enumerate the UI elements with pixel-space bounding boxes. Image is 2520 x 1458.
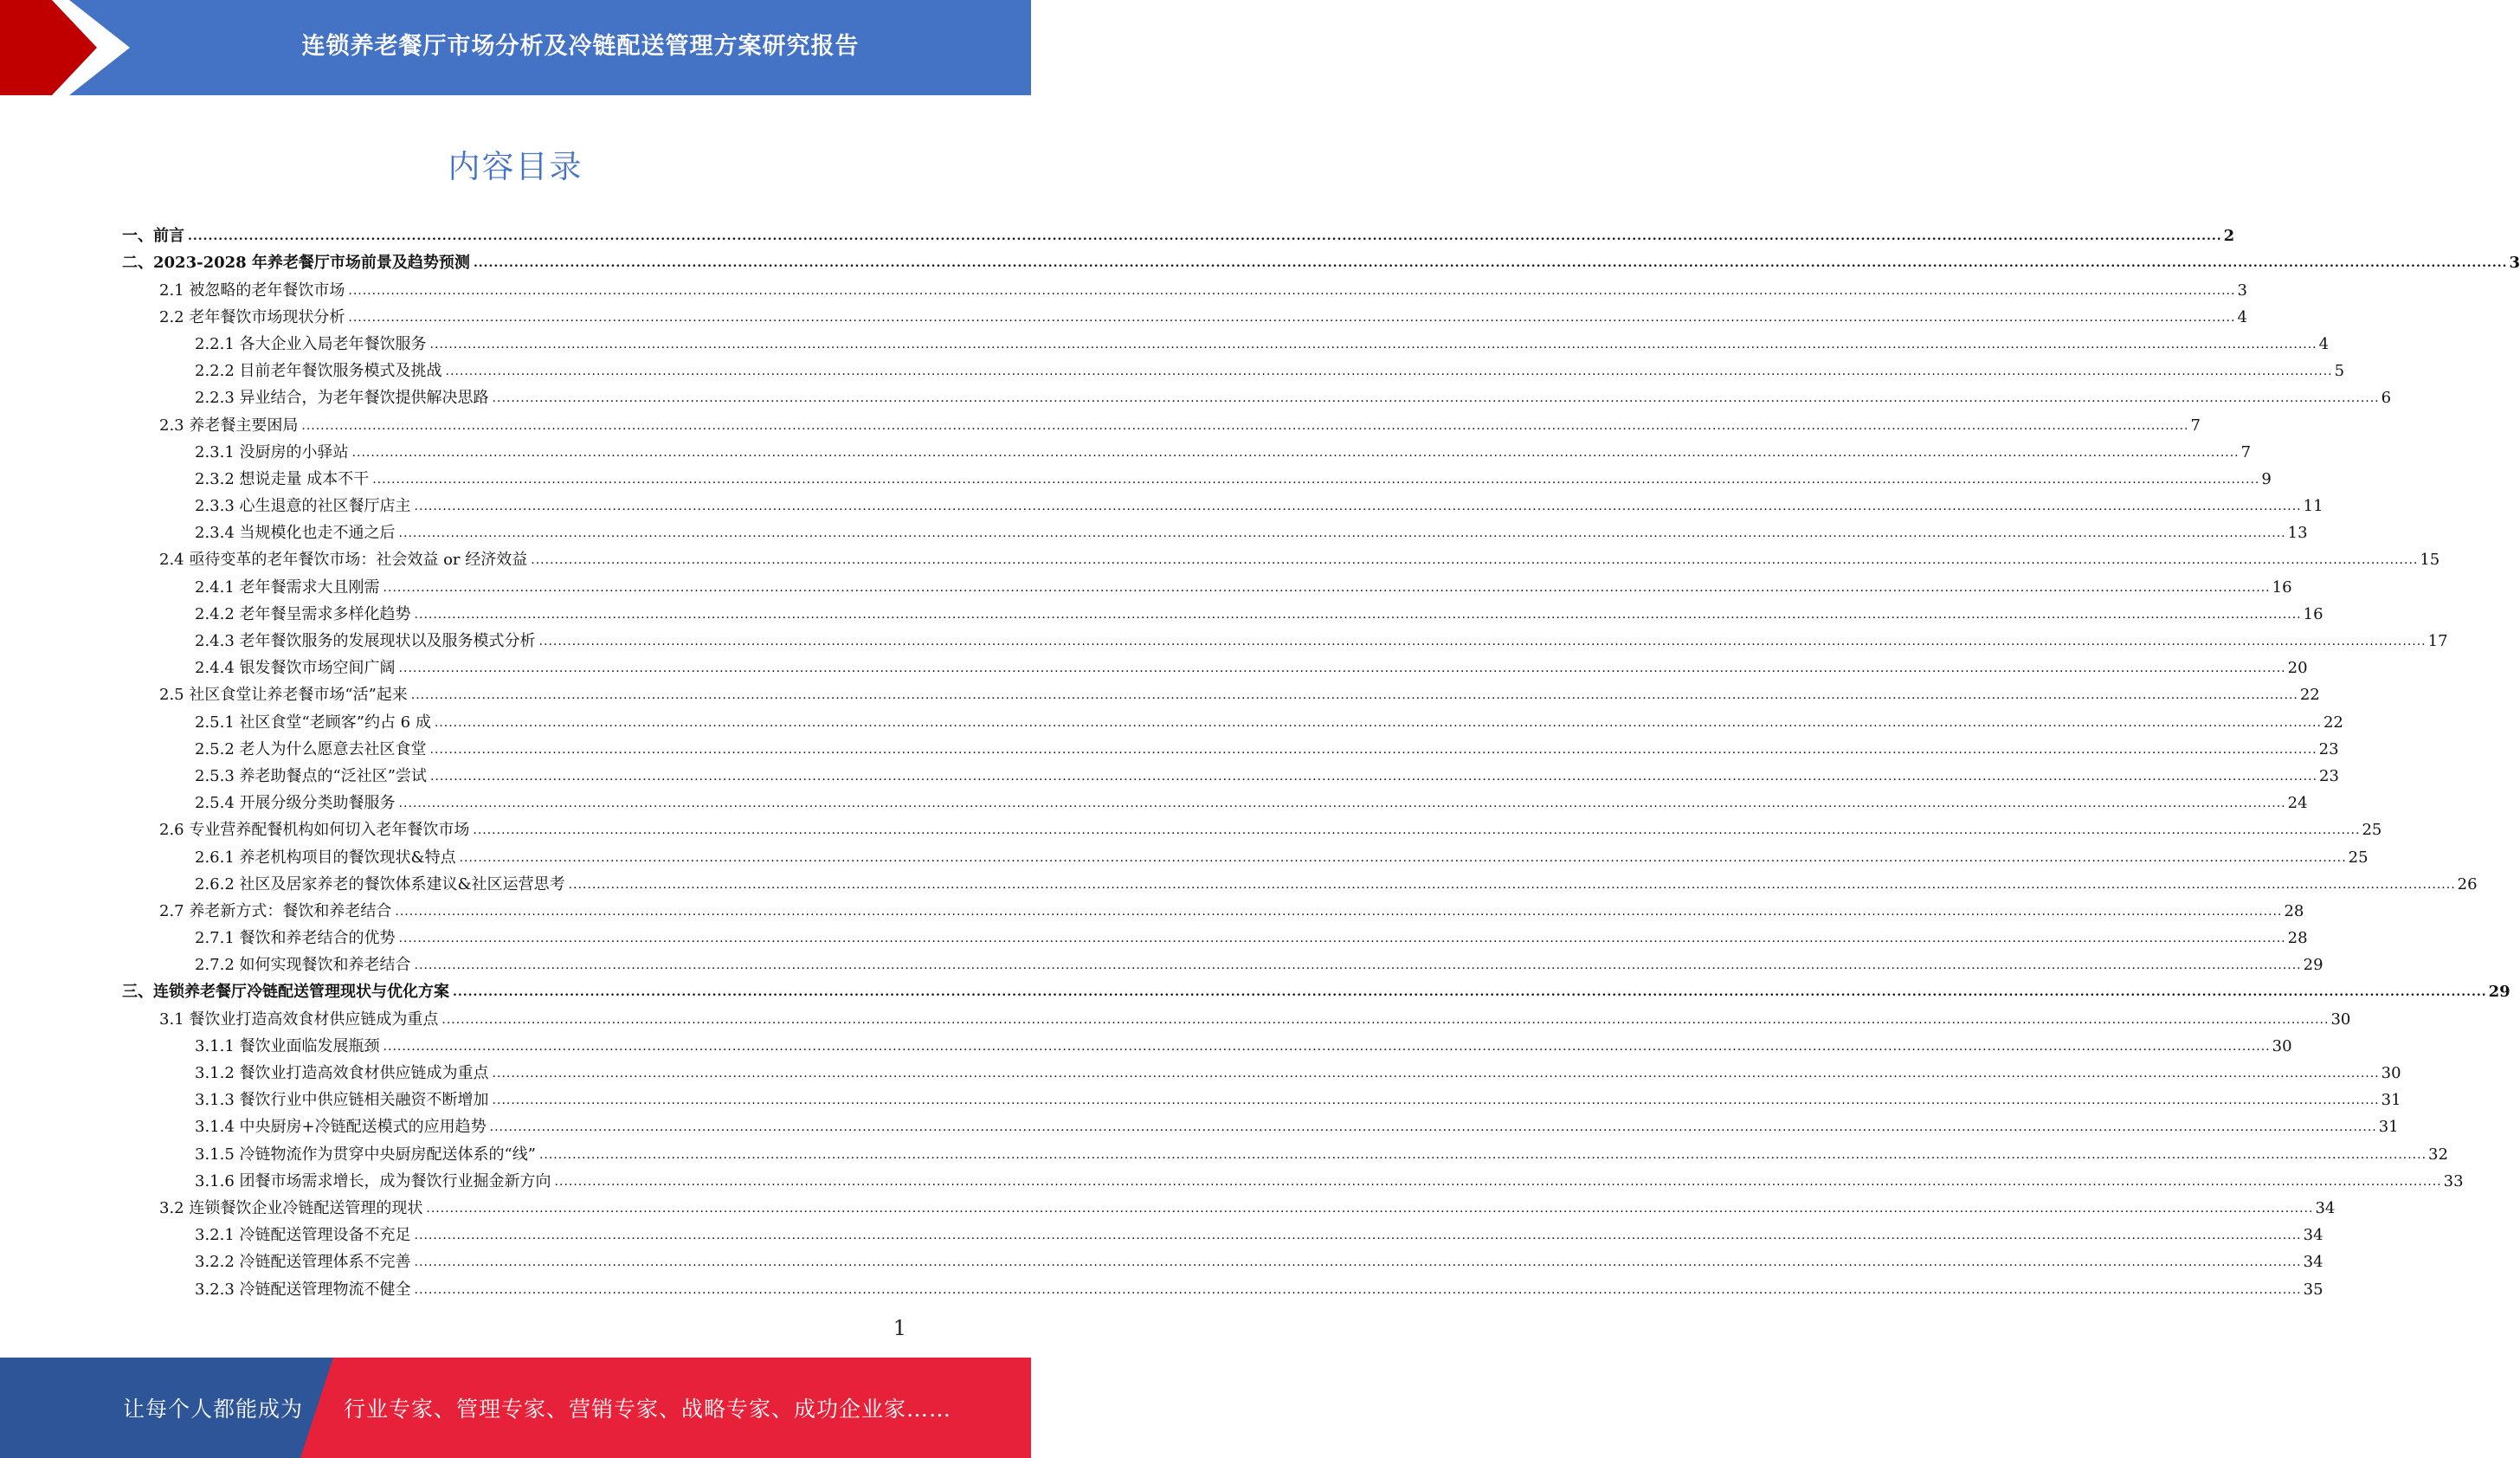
toc-entry[interactable] — [122, 219, 2235, 246]
toc-entry-label: 老年餐饮服务的发展现状以及服务模式分析 — [239, 632, 536, 650]
toc-entry-label: 养老新方式：餐饮和养老结合 — [189, 901, 392, 920]
toc-entry-number: 2.4.1 — [195, 577, 235, 597]
toc-entry-number: 三、 — [122, 983, 153, 1002]
toc-entry[interactable] — [122, 678, 2320, 705]
toc-entry-number: 2.4.3 — [195, 632, 235, 650]
toc-entry[interactable] — [122, 1218, 2323, 1245]
toc-entry-page: 30 — [2330, 1010, 2351, 1029]
toc-entry-number: 2.2 — [159, 307, 184, 326]
toc-entry-number: 2.5.3 — [195, 766, 235, 785]
toc-entry-page: 29 — [2303, 956, 2323, 975]
toc-entry[interactable] — [122, 1272, 2323, 1299]
toc-entry-page: 4 — [2318, 334, 2330, 353]
toc-dot-leader: ................................................................................................................................................................................................................................................................................................................................................................................................................ — [492, 391, 2380, 406]
toc-entry[interactable] — [122, 624, 2448, 651]
toc-entry-label: 餐饮行业中供应链相关融资不断增加 — [239, 1091, 489, 1110]
toc-entry-page: 33 — [2443, 1171, 2464, 1190]
toc-dot-leader: ................................................................................................................................................................................................................................................................................................................................................................................................................ — [459, 850, 2347, 865]
toc-entry[interactable] — [122, 1164, 2464, 1191]
toc-entry-label: 冷链配送管理体系不完善 — [239, 1253, 411, 1272]
toc-entry-page: 7 — [2190, 416, 2201, 435]
toc-entry-label: 前言 — [153, 227, 184, 246]
toc-entry[interactable] — [122, 381, 2392, 408]
report-footer — [0, 1358, 1031, 1458]
toc-entry-page: 34 — [2303, 1253, 2323, 1272]
toc-entry-number: 2.4 — [159, 551, 184, 570]
toc-dot-leader: ................................................................................................................................................................................................................................................................................................................................................................................................................ — [429, 769, 2318, 784]
toc-entry-page: 22 — [2299, 686, 2320, 705]
toc-entry-label: 养老机构项目的餐饮现状&特点 — [239, 848, 456, 867]
toc-entry-number: 3.2.3 — [195, 1280, 235, 1299]
toc-entry-page: 5 — [2334, 362, 2345, 381]
toc-dot-leader: ................................................................................................................................................................................................................................................................................................................................................................................................................ — [414, 607, 2302, 622]
toc-entry-number: 2.5.2 — [195, 739, 235, 758]
toc-entry-page: 3 — [2237, 281, 2247, 300]
toc-entry-number: 2.6.1 — [195, 848, 235, 867]
toc-entry-label: 冷链配送管理设备不充足 — [239, 1226, 411, 1245]
toc-entry-page: 34 — [2303, 1226, 2323, 1245]
toc-entry[interactable] — [122, 732, 2339, 759]
toc-dot-leader: ................................................................................................................................................................................................................................................................................................................................................................................................................ — [348, 283, 2236, 298]
toc-entry-label: 养老餐主要困局 — [189, 416, 299, 435]
toc-entry-page: 31 — [2378, 1118, 2399, 1137]
toc-entry-label: 社区食堂“老顾客”约占 6 成 — [239, 713, 431, 732]
toc-entry-number: 2.3.1 — [195, 442, 235, 461]
footer-slogan-left: 让每个人都能成为 — [123, 1397, 304, 1422]
page-number: 1 — [893, 1316, 906, 1340]
toc-entry-page: 13 — [2287, 524, 2308, 543]
toc-dot-leader: ................................................................................................................................................................................................................................................................................................................................................................................................................ — [568, 877, 2456, 892]
toc-entry-page: 31 — [2381, 1091, 2401, 1110]
toc-entry-page: 7 — [2240, 442, 2252, 461]
toc-entry-page: 11 — [2303, 497, 2323, 516]
toc-entry-label: 开展分级分类助餐服务 — [239, 794, 396, 813]
toc-entry[interactable] — [122, 1137, 2448, 1164]
toc-entry-number: 3.2 — [159, 1198, 184, 1217]
toc-entry-page: 4 — [2237, 307, 2247, 326]
header-title: 连锁养老餐厅市场分析及冷链配送管理方案研究报告 — [301, 32, 860, 60]
toc-dot-leader: ................................................................................................................................................................................................................................................................................................................................................................................................................ — [538, 635, 2427, 648]
toc-entry-label: 亟待变革的老年餐饮市场：社会效益 or 经济效益 — [189, 551, 528, 570]
toc-dot-leader: ................................................................................................................................................................................................................................................................................................................................................................................................................ — [531, 553, 2419, 568]
toc-entry-number: 3.1.1 — [195, 1036, 235, 1055]
toc-dot-leader: ................................................................................................................................................................................................................................................................................................................................................................................................................ — [301, 418, 2189, 433]
toc-dot-leader: ................................................................................................................................................................................................................................................................................................................................................................................................................ — [429, 337, 2317, 352]
toc-entry-number: 2.4.4 — [195, 659, 235, 678]
toc-entry-number: 3.2.2 — [195, 1253, 235, 1272]
toc-entry[interactable] — [122, 921, 2308, 948]
toc-entry[interactable] — [122, 543, 2440, 570]
toc-entry-page: 20 — [2287, 659, 2308, 678]
toc-entry-number: 2.5.4 — [195, 794, 235, 813]
toc-dot-leader: ................................................................................................................................................................................................................................................................................................................................................................................................................ — [489, 1120, 2377, 1135]
toc-entry-page: 32 — [2428, 1145, 2448, 1164]
toc-entry-label: 团餐市场需求增长，成为餐饮行业掘金新方向 — [239, 1171, 551, 1190]
toc-dot-leader: ................................................................................................................................................................................................................................................................................................................................................................................................................ — [398, 526, 2286, 541]
toc-dot-leader: ................................................................................................................................................................................................................................................................................................................................................................................................................ — [383, 1039, 2271, 1054]
toc-entry-number: 3.1.2 — [195, 1064, 235, 1082]
toc-entry-label: 老人为什么愿意去社区食堂 — [239, 739, 427, 758]
toc-entry-number: 2.3.3 — [195, 497, 235, 516]
toc-entry-label: 养老助餐点的“泛社区”尝试 — [239, 766, 427, 785]
toc-entry-label: 银发餐饮市场空间广阔 — [239, 659, 396, 678]
toc-dot-leader: ................................................................................................................................................................................................................................................................................................................................................................................................................ — [410, 688, 2298, 703]
toc-entry-page: 22 — [2323, 713, 2343, 732]
toc-entry-page: 25 — [2362, 821, 2382, 840]
toc-entry-page: 28 — [2284, 901, 2304, 920]
toc-entry[interactable] — [122, 435, 2252, 462]
toc-entry-page: 28 — [2287, 929, 2308, 948]
toc-entry-label: 社区及居家养老的餐饮体系建议&社区运营思考 — [239, 874, 565, 894]
toc-entry-number: 2.3.2 — [195, 469, 235, 488]
toc-entry-number: 3.1 — [159, 1010, 184, 1029]
toc-entry-number: 2.2.2 — [195, 362, 235, 381]
toc-entry-number: 2.4.2 — [195, 604, 235, 623]
toc-dot-leader: ................................................................................................................................................................................................................................................................................................................................................................................................................ — [188, 229, 2222, 244]
toc-entry-label: 异业结合，为老年餐饮提供解决思路 — [239, 389, 489, 408]
toc-dot-leader: ................................................................................................................................................................................................................................................................................................................................................................................................................ — [383, 580, 2271, 595]
toc-entry-number: 3.1.3 — [195, 1091, 235, 1110]
toc-entry[interactable] — [122, 597, 2323, 624]
toc-entry-number: 2.2.1 — [195, 334, 235, 353]
toc-entry[interactable] — [122, 1245, 2323, 1272]
toc-entry[interactable] — [122, 570, 2292, 597]
toc-entry-page: 23 — [2319, 766, 2339, 785]
toc-entry-number: 2.3.4 — [195, 524, 235, 543]
toc-entry[interactable] — [122, 273, 2247, 300]
toc-entry-page: 29 — [2488, 983, 2510, 1002]
toc-entry-label: 被忽略的老年餐饮市场 — [189, 281, 345, 300]
toc-entry-page: 34 — [2315, 1198, 2336, 1217]
toc-entry[interactable] — [122, 840, 2369, 867]
toc-entry[interactable] — [122, 462, 2272, 489]
toc-entry-number: 2.7 — [159, 901, 184, 920]
toc-entry-label: 餐饮业打造高效食材供应链成为重点 — [189, 1010, 439, 1029]
toc-entry-number: 2.7.2 — [195, 956, 235, 975]
toc-entry-page: 17 — [2427, 632, 2448, 650]
toc-entry[interactable] — [122, 786, 2308, 813]
toc-entry-page: 15 — [2420, 551, 2440, 570]
toc-entry[interactable] — [122, 354, 2345, 381]
table-of-contents — [122, 219, 2520, 1300]
footer-slogan-right: 行业专家、管理专家、营销专家、战略专家、成功企业家…… — [344, 1397, 952, 1422]
toc-entry-label: 中央厨房+冷链配送模式的应用趋势 — [239, 1118, 487, 1137]
toc-entry[interactable] — [122, 868, 2478, 894]
toc-entry[interactable] — [122, 1191, 2336, 1218]
toc-entry-number: 2.1 — [159, 281, 184, 300]
toc-entry-label: 连锁养老餐厅冷链配送管理现状与优化方案 — [153, 983, 449, 1002]
toc-entry[interactable] — [122, 327, 2330, 354]
toc-dot-leader: ................................................................................................................................................................................................................................................................................................................................................................................................................ — [429, 742, 2317, 757]
toc-dot-leader: ................................................................................................................................................................................................................................................................................................................................................................................................................ — [414, 500, 2302, 514]
toc-entry-label: 2023-2028 年养老餐厅市场前景及趋势预测 — [153, 254, 470, 273]
toc-entry[interactable] — [122, 894, 2304, 921]
toc-entry-label: 社区食堂让养老餐市场“活”起来 — [189, 686, 408, 705]
toc-dot-leader: ................................................................................................................................................................................................................................................................................................................................................................................................................ — [473, 823, 2361, 838]
toc-entry-page: 2 — [2223, 227, 2235, 246]
toc-dot-leader: ................................................................................................................................................................................................................................................................................................................................................................................................................ — [398, 797, 2286, 811]
toc-entry-page: 9 — [2261, 469, 2272, 488]
toc-entry-label: 餐饮业打造高效食材供应链成为重点 — [239, 1064, 489, 1082]
toc-entry[interactable] — [122, 1110, 2399, 1137]
report-header — [0, 0, 1031, 95]
toc-dot-leader: ................................................................................................................................................................................................................................................................................................................................................................................................................ — [351, 445, 2240, 460]
toc-entry-label: 没厨房的小驿站 — [239, 442, 349, 461]
toc-entry-page: 30 — [2272, 1036, 2292, 1055]
toc-entry-number: 3.1.5 — [195, 1145, 235, 1164]
toc-entry-number: 2.3 — [159, 416, 184, 435]
toc-entry-label: 餐饮和养老结合的优势 — [239, 929, 396, 948]
toc-dot-leader: ................................................................................................................................................................................................................................................................................................................................................................................................................ — [395, 904, 2283, 919]
toc-entry[interactable] — [122, 516, 2308, 543]
toc-entry[interactable] — [122, 975, 2510, 1002]
toc-entry[interactable] — [122, 1029, 2292, 1056]
toc-entry[interactable] — [122, 705, 2343, 732]
toc-entry-number: 3.2.1 — [195, 1226, 235, 1245]
toc-dot-leader: ................................................................................................................................................................................................................................................................................................................................................................................................................ — [492, 1067, 2380, 1081]
toc-entry-label: 餐饮业面临发展瓶颈 — [239, 1036, 380, 1055]
toc-entry-page: 6 — [2381, 389, 2392, 408]
toc-entry-page: 35 — [2303, 1280, 2323, 1299]
toc-entry[interactable] — [122, 759, 2339, 786]
toc-entry-label: 冷链配送管理物流不健全 — [239, 1280, 411, 1299]
toc-entry[interactable] — [122, 1056, 2401, 1083]
toc-entry-number: 2.6.2 — [195, 874, 235, 894]
toc-entry-label: 如何实现餐饮和养老结合 — [239, 956, 411, 975]
toc-dot-leader: ................................................................................................................................................................................................................................................................................................................................................................................................................ — [434, 715, 2322, 730]
toc-entry-label: 老年餐呈需求多样化趋势 — [239, 604, 411, 623]
toc-entry-label: 想说走量 成本不干 — [239, 469, 370, 488]
toc-dot-leader: ................................................................................................................................................................................................................................................................................................................................................................................................................ — [441, 1012, 2330, 1027]
toc-dot-leader: ................................................................................................................................................................................................................................................................................................................................................................................................................ — [453, 985, 2487, 1000]
toc-entry-number: 2.5.1 — [195, 713, 235, 732]
toc-entry-page: 30 — [2381, 1064, 2401, 1082]
toc-entry-number: 一、 — [122, 227, 153, 246]
toc-entry-number: 2.7.1 — [195, 929, 235, 948]
toc-title: 内容目录 — [448, 148, 583, 185]
toc-entry-page: 25 — [2348, 848, 2369, 867]
toc-entry-page: 16 — [2272, 577, 2292, 597]
toc-entry-number: 2.2.3 — [195, 389, 235, 408]
toc-entry-page: 16 — [2303, 604, 2323, 623]
toc-dot-leader: ................................................................................................................................................................................................................................................................................................................................................................................................................ — [473, 256, 2508, 271]
toc-dot-leader: ................................................................................................................................................................................................................................................................................................................................................................................................................ — [398, 661, 2286, 676]
toc-entry-label: 专业营养配餐机构如何切入老年餐饮市场 — [189, 821, 470, 840]
toc-dot-leader: ................................................................................................................................................................................................................................................................................................................................................................................................................ — [414, 1255, 2302, 1270]
toc-entry-number: 2.5 — [159, 686, 184, 705]
toc-entry[interactable] — [122, 1083, 2401, 1110]
toc-dot-leader: ................................................................................................................................................................................................................................................................................................................................................................................................................ — [414, 1229, 2302, 1243]
toc-entry[interactable] — [122, 300, 2247, 327]
toc-entry[interactable] — [122, 489, 2323, 516]
toc-entry[interactable] — [122, 246, 2520, 273]
toc-dot-leader: ................................................................................................................................................................................................................................................................................................................................................................................................................ — [414, 1282, 2302, 1297]
toc-entry-number: 2.6 — [159, 821, 184, 840]
toc-entry-number: 3.1.4 — [195, 1118, 235, 1137]
toc-entry-page: 3 — [2509, 254, 2520, 273]
toc-entry-label: 目前老年餐饮服务模式及挑战 — [239, 362, 442, 381]
toc-entry-label: 当规模化也走不通之后 — [239, 524, 396, 543]
toc-dot-leader: ................................................................................................................................................................................................................................................................................................................................................................................................................ — [414, 958, 2302, 973]
toc-entry-number: 二、 — [122, 254, 153, 273]
toc-entry[interactable] — [122, 813, 2382, 840]
toc-entry[interactable] — [122, 948, 2323, 975]
toc-dot-leader: ................................................................................................................................................................................................................................................................................................................................................................................................................ — [372, 472, 2260, 487]
toc-dot-leader: ................................................................................................................................................................................................................................................................................................................................................................................................................ — [538, 1147, 2427, 1162]
toc-entry[interactable] — [122, 651, 2308, 678]
toc-entry-page: 23 — [2318, 739, 2339, 758]
toc-dot-leader: ................................................................................................................................................................................................................................................................................................................................................................................................................ — [426, 1201, 2314, 1216]
toc-entry-label: 连锁餐饮企业冷链配送管理的现状 — [189, 1198, 423, 1217]
toc-dot-leader: ................................................................................................................................................................................................................................................................................................................................................................................................................ — [398, 932, 2286, 946]
toc-dot-leader: ................................................................................................................................................................................................................................................................................................................................................................................................................ — [554, 1174, 2442, 1189]
toc-entry[interactable] — [122, 1002, 2351, 1029]
toc-entry-page: 24 — [2287, 794, 2308, 813]
toc-entry-label: 老年餐饮市场现状分析 — [189, 307, 345, 326]
toc-dot-leader: ................................................................................................................................................................................................................................................................................................................................................................................................................ — [492, 1094, 2380, 1108]
toc-dot-leader: ................................................................................................................................................................................................................................................................................................................................................................................................................ — [348, 310, 2236, 325]
toc-entry-label: 心生退意的社区餐厅店主 — [239, 497, 411, 516]
toc-entry-label: 冷链物流作为贯穿中央厨房配送体系的“线” — [239, 1145, 536, 1164]
toc-entry-label: 老年餐需求大且刚需 — [239, 577, 380, 597]
toc-entry[interactable] — [122, 408, 2201, 435]
toc-entry-label: 各大企业入局老年餐饮服务 — [239, 334, 427, 353]
toc-entry-page: 26 — [2457, 874, 2478, 894]
toc-dot-leader: ................................................................................................................................................................................................................................................................................................................................................................................................................ — [445, 364, 2333, 379]
toc-entry-number: 3.1.6 — [195, 1171, 235, 1190]
